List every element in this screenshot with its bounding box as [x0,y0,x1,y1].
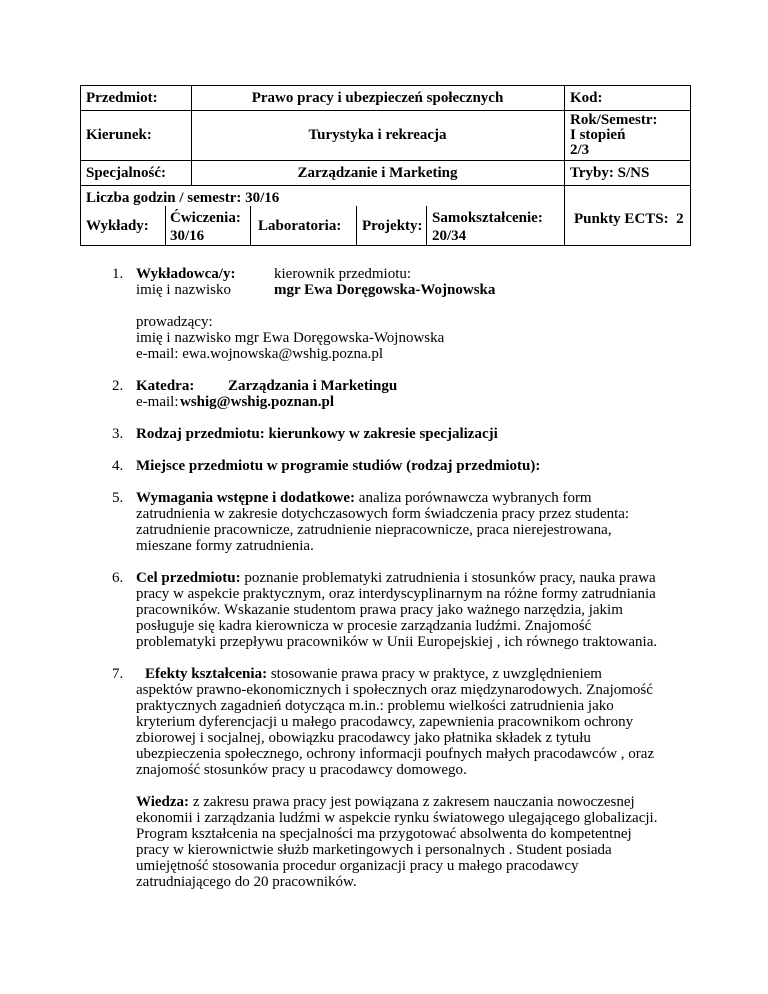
kierownik-name: mgr Ewa Doręgowska-Wojnowska [274,282,496,298]
goal-line: problematyki przepływu pracowników w Unii Europejskiej , ich równego traktowania. [136,634,658,650]
lecturer-email: e-mail: ewa.wojnowska@wshig.pozna.pl [136,346,384,362]
outcomes-line: kryterium dyferencjacji u małego pracodawcy, zapewnienia pracownikom ochrony [136,714,634,730]
goal-line: pracy w aspekcie praktycznym, oraz interdyscyplinarnym na różne formy zatrudniania [136,586,656,602]
course-place: Miejsce przedmiotu w programie studiów (rodzaj przedmiotu): [136,458,541,474]
requirements-line: mieszane formy zatrudnienia. [136,538,314,554]
laboratoria-label: Laboratoria: [258,218,342,234]
projekty-label: Projekty: [362,218,423,234]
lecturer-sublabel: imię i nazwisko [136,282,231,298]
section-number: 5. [112,490,124,506]
rok-semestr-line1: Rok/Semestr: [570,112,658,128]
outcomes-line: ubezpieczenia społecznego, ochrony informacji poufnych małych pracodawców , oraz [136,746,655,762]
specjalnosc-value: Zarządzanie i Marketing [297,165,458,181]
goal-line: pracowników. Wskazanie studentom prawa pracy jako ważnego narzędzia, jakim [136,602,623,618]
goal-line: Cel przedmiotu: poznanie problematyki zatrudnienia i stosunków pracy, nauka prawa [136,570,656,586]
kierunek-value: Turystyka i rekreacja [308,127,447,143]
knowledge-line: zatrudniającego do 20 pracowników. [136,874,357,890]
section-number: 7. [112,666,124,682]
goal-line: posługuje się kadra kierownicza w procesie zarządzania ludźmi. Znajomość [136,618,592,634]
punkty-ects: Punkty ECTS: 2 [574,211,684,227]
prowadzacy-label: prowadzący: [136,314,213,330]
kod-label: Kod: [570,90,603,106]
specjalnosc-label: Specjalność: [86,165,166,181]
rok-semestr-line3: 2/3 [570,142,590,158]
section-number: 4. [112,458,124,474]
cwiczenia-value: 30/16 [170,228,205,244]
requirements-line: zatrudnienia w zakresie dotychczasowych form świadczenia pracy przez studenta: [136,506,630,522]
wyklady-label: Wykłady: [86,218,149,234]
knowledge-line: ekonomii i zarządzania ludźmi w aspekcie rynku światowego ulegającego globalizacji. [136,810,658,826]
knowledge-line: umiejętność stosowania procedur organizacji pracy u małego pracodawcy [136,858,579,874]
outcomes-line: praktycznych zagadnień dotycząca m.in.: problemu wielkości zatrudnienia jako [136,698,614,714]
department-label: Katedra: [136,378,195,394]
knowledge-line: Program kształcenia na specjalności ma przygotować absolwenta do kompetentnej [136,826,632,842]
outcomes-line: Efekty kształcenia: stosowanie prawa pracy w praktyce, z uwzględnieniem [145,666,602,682]
section-number: 3. [112,426,124,442]
przedmiot-label: Przedmiot: [86,90,158,106]
course-type: Rodzaj przedmiotu: kierunkowy w zakresie specjalizacji [136,426,498,442]
section-number: 6. [112,570,124,586]
rok-semestr-line2: I stopień [570,127,626,143]
kierunek-label: Kierunek: [86,127,152,143]
samoksztalcenie-label: Samokształcenie: [432,210,543,226]
samoksztalcenie-value: 20/34 [432,228,467,244]
knowledge-line: pracy w kierownictwie służb marketingowych i personalnych . Student posiada [136,842,612,858]
przedmiot-value: Prawo pracy i ubezpieczeń społecznych [251,90,504,106]
tryby: Tryby: S/NS [570,165,650,181]
outcomes-line: zbiorowej i socjalnej, obowiązku pracodawcy jako płatnika składek z tytułu [136,730,591,746]
department-email: wshig@wshig.poznan.pl [180,394,335,410]
department-value: Zarządzania i Marketingu [228,378,398,394]
liczba-godzin: Liczba godzin / semestr: 30/16 [86,190,280,206]
knowledge-line: Wiedza: z zakresu prawa pracy jest powiązana z zakresem nauczania nowoczesnej [136,794,635,810]
kierownik-label: kierownik przedmiotu: [274,266,412,282]
lecturer-label: Wykładowca/y: [136,266,236,282]
section-number: 2. [112,378,124,394]
requirements-line: zatrudnienie pracownicze, zatrudnienie niepracownicze, praca nierejestrowana, [136,522,612,538]
requirements-line: Wymagania wstępne i dodatkowe: analiza porównawcza wybranych form [136,490,592,506]
section-number: 1. [112,266,124,282]
prowadzacy-name: imię i nazwisko mgr Ewa Doręgowska-Wojnowska [136,330,445,346]
outcomes-line: znajomość stosunków pracy u pracodawcy domowego. [136,762,467,778]
outcomes-line: aspektów prawno-ekonomicznych i społecznych oraz międzynarodowych. Znajomość [136,682,653,698]
department-email-prefix: e-mail: [136,394,183,410]
cwiczenia-label: Ćwiczenia: [170,210,241,226]
